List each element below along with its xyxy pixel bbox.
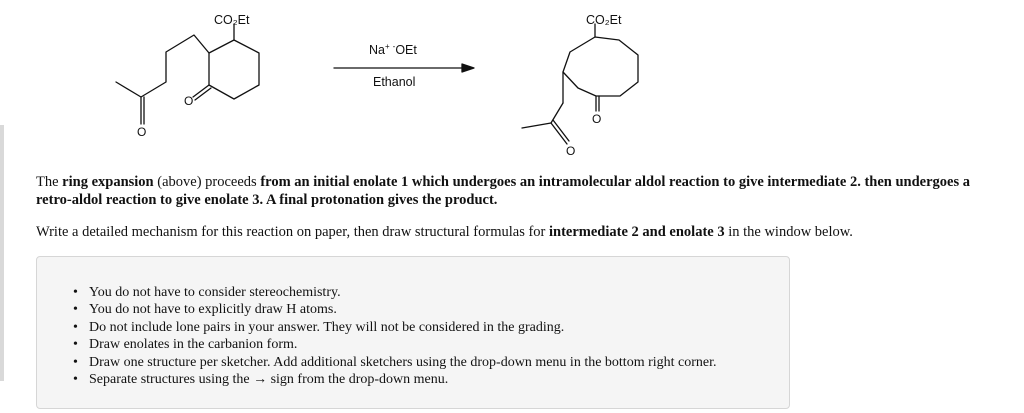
product-ring-ketone-oxygen: O (592, 112, 602, 126)
reactant-chain-ketone-oxygen: O (137, 125, 147, 139)
hints-list (73, 284, 783, 388)
hint-item: • Draw enolates in the carbanion form. (73, 337, 298, 353)
hints-panel (36, 256, 790, 409)
product-ester-label: CO₂Et (586, 13, 622, 27)
solvent-label: Ethanol (373, 75, 416, 89)
reaction-scheme (0, 0, 1024, 165)
hint-item: • Draw one structure per sketcher. Add additional sketchers using the drop-down menu in the bottom right corner. (73, 354, 717, 370)
reagent-label: Na+ -OEt (369, 42, 417, 57)
reactant-ester-label: CO₂Et (214, 13, 250, 27)
hint-item: • Do not include lone pairs in your answer. They will not be considered in the grading. (73, 319, 565, 335)
reactant-ring-ketone-oxygen: O (184, 94, 194, 108)
instruction-paragraph: Write a detailed mechanism for this reaction on paper, then draw structural formulas for intermediate 2 and enolate 3 in the window below. (36, 224, 853, 240)
product-ring (563, 37, 638, 96)
hint-item: • You do not have to consider stereochemistry. (73, 285, 341, 300)
question-paragraph: The ring expansion (above) proceeds from an initial enolate 1 which undergoes an intramolecular aldol reaction to give intermediate 2. then undergoes a retro-aldol reaction to give enolate 3. A final protonation gives the product. (36, 174, 970, 208)
ring-expansion-term: ring expansion (62, 174, 154, 190)
hint-item: • You do not have to explicitly draw H atoms. (73, 302, 337, 318)
hint-item: • Separate structures using the → sign from the drop-down menu. (73, 372, 449, 388)
reactant-cyclohexane-ring (209, 40, 259, 99)
product-chain-ketone-oxygen: O (566, 144, 576, 158)
